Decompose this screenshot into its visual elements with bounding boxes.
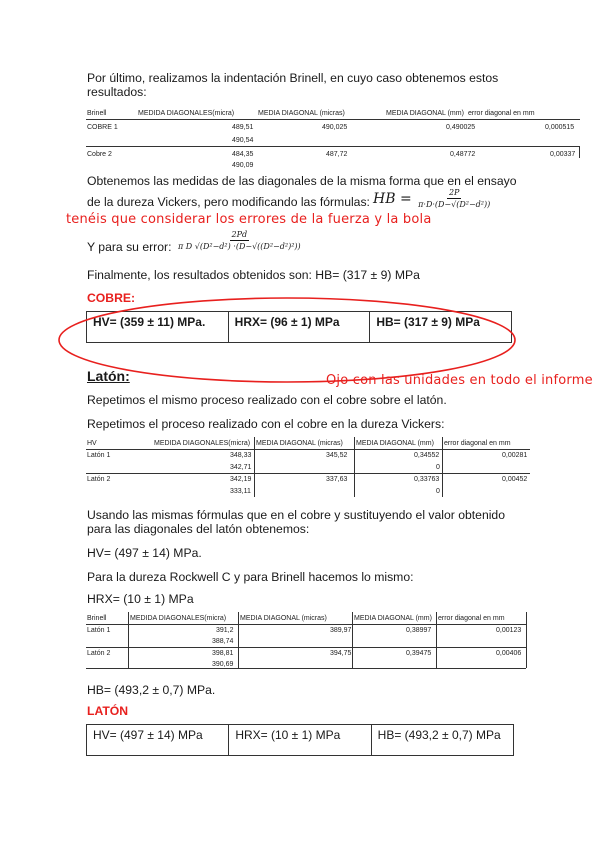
- table-cell: 0,38997: [406, 627, 432, 634]
- hv-result: HV= (497 ± 14) MPa.: [87, 546, 202, 560]
- laton-heading: Latón:: [87, 368, 130, 384]
- copper-label: COBRE:: [87, 291, 136, 305]
- annotation-errors: tenéis que considerar los errores de la fuerza y la bola: [66, 212, 432, 227]
- brinell-formula: [373, 188, 492, 210]
- table-cell: 0,39475: [406, 650, 432, 657]
- table-header: MEDIA DIAGONAL (micras): [258, 110, 345, 117]
- table-header: MEDIDA DIAGONALES(micra): [130, 615, 227, 622]
- table-header: MEDIA DIAGONAL (micras): [256, 440, 343, 447]
- table-header: MEDIA DIAGONAL (mm): [356, 440, 434, 447]
- using-text-line-1: Usando las mismas fórmulas que en el cobre y sustituyendo el valor obtenido: [87, 508, 505, 522]
- diagonals-text-line-2: de la dureza Vickers, pero modificando las fórmulas:: [87, 195, 370, 209]
- table-cell: 391,2: [216, 627, 234, 634]
- table-cell: 342,19: [230, 476, 252, 483]
- table-divider: [86, 119, 580, 120]
- repeat-line-2: Repetimos el proceso realizado con el cobre en la dureza Vickers:: [87, 417, 445, 431]
- table-cell: 0,00452: [502, 476, 528, 483]
- intro-line-1: Por último, realizamos la indentación Brinell, en cuyo caso obtenemos estos: [87, 71, 499, 85]
- table-cell: Cobre 2: [87, 151, 112, 158]
- table-header: MEDIDA DIAGONALES(micra): [154, 440, 251, 447]
- formula-denominator: π·D·(D−√(D²−d²)): [418, 200, 491, 209]
- table-cell: COBRE 1: [87, 124, 118, 131]
- error-numerator: 2Pd: [231, 230, 248, 239]
- table-cell: Latón 2: [87, 650, 111, 657]
- table-cell: 342,71: [230, 464, 252, 471]
- table-divider: [354, 437, 355, 497]
- table-divider: [526, 612, 527, 668]
- table-header: Brinell: [87, 615, 107, 622]
- error-label: Y para su error:: [87, 240, 172, 254]
- table-cell: 337,63: [326, 476, 348, 483]
- laton-label: LATÓN: [87, 704, 129, 718]
- table-cell: 0,00337: [550, 151, 576, 158]
- table-cell: 389,97: [330, 627, 352, 634]
- table-cell: 398,81: [212, 650, 234, 657]
- table-divider: [86, 449, 530, 450]
- hrx-result: HRX= (10 ± 1) MPa: [87, 592, 194, 606]
- table-cell: Latón 2: [87, 476, 111, 483]
- table-cell: 388,74: [212, 638, 234, 645]
- table-header: HV: [87, 440, 97, 447]
- table-cell: 0,000515: [545, 124, 575, 131]
- formula-numerator: 2P: [448, 188, 460, 197]
- table-divider: [86, 647, 526, 648]
- table-cell: 0,00406: [496, 650, 522, 657]
- table-cell: 484,35: [232, 151, 254, 158]
- table-header: MEDIA DIAGONAL (mm): [354, 615, 432, 622]
- table-cell: 0,33763: [414, 476, 440, 483]
- table-cell: 0,00123: [496, 627, 522, 634]
- copper-hb-cell: HB= (317 ± 9) MPa: [370, 312, 512, 343]
- table-cell: 490,09: [232, 162, 254, 169]
- table-divider: [86, 146, 580, 147]
- table-cell: 487,72: [326, 151, 348, 158]
- table-header: error diagonal en mm: [468, 110, 535, 117]
- laton-hv-cell: HV= (497 ± 14) MPa: [87, 725, 229, 756]
- table-cell: 489,51: [232, 124, 254, 131]
- hb-result: HB= (493,2 ± 0,7) MPa.: [87, 683, 216, 697]
- annotation-units: Ojo con las unidades en todo el informe: [326, 373, 593, 388]
- table-cell: 345,52: [326, 452, 348, 459]
- table-cell: 0,00281: [502, 452, 528, 459]
- laton-results-table: [86, 724, 514, 756]
- laton-hb-cell: HB= (493,2 ± 0,7) MPa: [371, 725, 513, 756]
- formula-lhs: HB =: [373, 191, 412, 207]
- intro-line-2: resultados:: [87, 85, 147, 99]
- table-cell: 394,75: [330, 650, 352, 657]
- table-divider: [86, 668, 526, 669]
- table-divider: [238, 612, 239, 668]
- table-header: MEDIA DIAGONAL (mm): [386, 110, 464, 117]
- table-divider: [436, 612, 437, 668]
- table-cell: Latón 1: [87, 627, 111, 634]
- table-header: MEDIDA DIAGONALES(micra): [138, 110, 235, 117]
- error-formula: [176, 230, 303, 252]
- table-divider: [86, 473, 530, 474]
- table-header: Brinell: [87, 110, 107, 117]
- table-cell: 390,69: [212, 661, 234, 668]
- table-cell: 490,025: [322, 124, 348, 131]
- copper-hrx-cell: HRX= (96 ± 1) MPa: [228, 312, 370, 343]
- table-cell: 0: [436, 488, 440, 495]
- table-divider: [352, 612, 353, 668]
- table-cell: 0,34552: [414, 452, 440, 459]
- table-header: MEDIA DIAGONAL (micras): [240, 615, 327, 622]
- table-header: error diagonal en mm: [444, 440, 511, 447]
- table-cell: 0,48772: [450, 151, 476, 158]
- table-header: error diagonal en mm: [438, 615, 505, 622]
- copper-hv-cell: HV= (359 ± 11) MPa.: [87, 312, 229, 343]
- table-cell: 490,54: [232, 137, 254, 144]
- laton-hrx-cell: HRX= (10 ± 1) MPa: [229, 725, 371, 756]
- using-text-line-2: para las diagonales del latón obtenemos:: [87, 522, 310, 536]
- table-cell: 333,11: [230, 488, 251, 495]
- table-divider: [254, 437, 255, 497]
- table-cell: 0,490025: [446, 124, 476, 131]
- table-divider: [442, 437, 443, 497]
- final-results-text: Finalmente, los resultados obtenidos son: HB= (317 ± 9) MPa: [87, 268, 420, 282]
- rockwell-text: Para la dureza Rockwell C y para Brinell hacemos lo mismo:: [87, 570, 414, 584]
- table-cell: 0: [436, 464, 440, 471]
- error-denominator: π D √(D²−d²) ·(D−√((D²−d²)²)): [178, 242, 301, 251]
- table-divider: [128, 612, 129, 668]
- table-divider: [579, 146, 580, 158]
- table-divider: [86, 624, 526, 625]
- repeat-line-1: Repetimos el mismo proceso realizado con el cobre sobre el latón.: [87, 393, 447, 407]
- diagonals-text-line-1: Obtenemos las medidas de las diagonales de la misma forma que en el ensayo: [87, 174, 517, 188]
- table-cell: Latón 1: [87, 452, 111, 459]
- table-cell: 348,33: [230, 452, 252, 459]
